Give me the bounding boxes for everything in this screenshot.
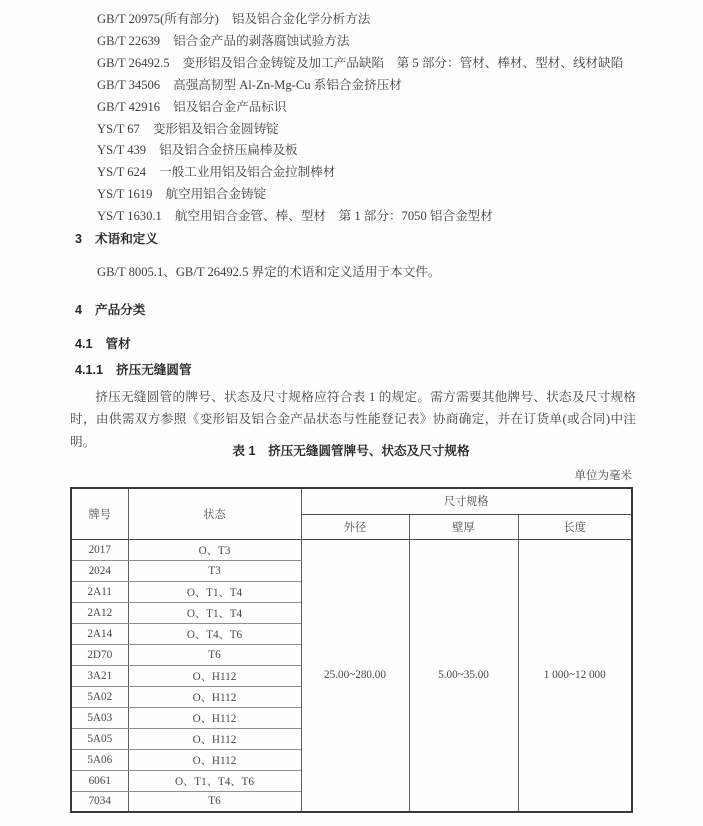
normative-references-list	[97, 9, 623, 228]
reference-item	[97, 31, 623, 53]
cell-temper: O、H112	[128, 686, 301, 707]
clause-heading-classification	[75, 299, 145, 318]
cell-designation: 2A12	[71, 602, 128, 623]
reference-title: 航空用铝合金铸锭	[165, 187, 267, 202]
terms-paragraph: GB/T 8005.1、GB/T 26492.5 界定的术语和定义适用于本文件。	[97, 265, 441, 279]
cell-designation: 2D70	[71, 644, 128, 665]
cell-designation: 5A06	[71, 749, 128, 770]
clause-title: 管材	[105, 337, 131, 351]
header-temper: 状态	[128, 488, 301, 539]
reference-code: GB/T 34506	[97, 77, 161, 92]
header-size-spec: 尺寸规格	[301, 488, 632, 514]
cell-temper: O、H112	[128, 728, 301, 749]
table-row	[71, 539, 632, 560]
reference-code: GB/T 26492.5	[97, 55, 170, 70]
reference-title: 铝合金产品的剥落腐蚀试验方法	[173, 33, 350, 48]
header-designation: 牌号	[71, 488, 128, 539]
cell-designation: 3A21	[71, 665, 128, 686]
reference-item	[97, 184, 623, 206]
header-length: 长度	[518, 514, 632, 539]
clause-heading-terms	[75, 228, 158, 247]
cell-temper: O、H112	[128, 707, 301, 728]
reference-item	[97, 53, 623, 75]
table1-unit-note: 单位为毫米	[574, 470, 632, 482]
header-wall-thickness: 壁厚	[409, 514, 518, 539]
reference-item	[97, 97, 623, 119]
cell-length-range: 1 000~12 000	[518, 539, 632, 812]
reference-item	[97, 162, 623, 184]
clause-title: 术语和定义	[95, 232, 158, 246]
reference-code: YS/T 1630.1	[97, 209, 162, 224]
cell-temper: O、H112	[128, 665, 301, 686]
cell-temper: O、T1、T4、T6	[128, 770, 301, 791]
cell-designation: 5A03	[71, 707, 128, 728]
cell-designation: 5A05	[71, 728, 128, 749]
reference-code: GB/T 42916	[97, 99, 161, 114]
reference-code: YS/T 439	[97, 143, 147, 158]
reference-item	[97, 9, 623, 31]
table1-caption: 表 1 挤压无缝圆管牌号、状态及尺寸规格	[232, 444, 470, 458]
cell-wall-thickness-range: 5.00~35.00	[409, 539, 518, 812]
reference-title: 航空用铝合金管、棒、型材 第 1 部分：7050 铝合金型材	[174, 209, 493, 224]
cell-designation: 2A14	[71, 623, 128, 644]
cell-designation: 2024	[71, 560, 128, 581]
cell-temper: T3	[128, 560, 301, 581]
reference-item	[97, 206, 623, 228]
reference-title: 变形铝及铝合金铸锭及加工产品缺陷 第 5 部分：管材、棒材、型材、线材缺陷	[182, 55, 624, 70]
reference-code: GB/T 20975(所有部分)	[97, 12, 219, 26]
clause-number: 4.1.1	[75, 363, 104, 377]
cell-temper: T6	[128, 791, 301, 812]
clause-title: 产品分类	[95, 303, 146, 317]
reference-item	[97, 75, 623, 97]
reference-title: 铝及铝合金化学分析方法	[231, 12, 371, 26]
table-header-row	[71, 488, 632, 514]
reference-code: YS/T 624	[97, 165, 147, 180]
cell-temper: O、T4、T6	[128, 623, 301, 644]
reference-code: GB/T 22639	[97, 33, 161, 48]
reference-item	[97, 119, 623, 141]
clause-number: 3	[75, 232, 83, 246]
clause-number: 4	[75, 303, 83, 317]
reference-title: 一般工业用铝及铝合金拉制棒材	[159, 165, 336, 180]
reference-title: 铝及铝合金产品标识	[173, 99, 287, 114]
cell-temper: O、H112	[128, 749, 301, 770]
cell-temper: T6	[128, 644, 301, 665]
cell-designation: 7034	[71, 791, 128, 812]
cell-designation: 5A02	[71, 686, 128, 707]
cell-designation: 6061	[71, 770, 128, 791]
clause-number: 4.1	[75, 337, 93, 351]
clause-heading-seamless-tube	[75, 359, 192, 378]
cell-designation: 2A11	[71, 581, 128, 602]
clause-title: 挤压无缝圆管	[116, 363, 192, 377]
reference-code: YS/T 67	[97, 121, 140, 136]
reference-title: 铝及铝合金挤压扁棒及板	[159, 143, 298, 158]
reference-title: 变形铝及铝合金圆铸锭	[152, 121, 279, 136]
reference-code: YS/T 1619	[97, 187, 153, 202]
cell-temper: O、T3	[128, 539, 301, 560]
cell-temper: O、T1、T4	[128, 602, 301, 623]
reference-title: 高强高韧型 Al-Zn-Mg-Cu 系铝合金挤压材	[173, 77, 402, 92]
clause-heading-pipes	[75, 333, 131, 352]
header-outer-diameter: 外径	[301, 514, 409, 539]
cell-temper: O、T1、T4	[128, 581, 301, 602]
cell-designation: 2017	[71, 539, 128, 560]
seamless-tube-paragraph: 挤压无缝圆管的牌号、状态及尺寸规格应符合表 1 的规定。需方需要其他牌号、状态及尺寸规格时，由供需双方参照《变形铝及铝合金产品状态与性能登记表》协商确定，并在订货单(或合同)中注明。	[70, 390, 636, 449]
cell-outer-diameter-range: 25.00~280.00	[301, 539, 409, 812]
table1-spec-table	[70, 487, 633, 813]
reference-item	[97, 140, 623, 162]
